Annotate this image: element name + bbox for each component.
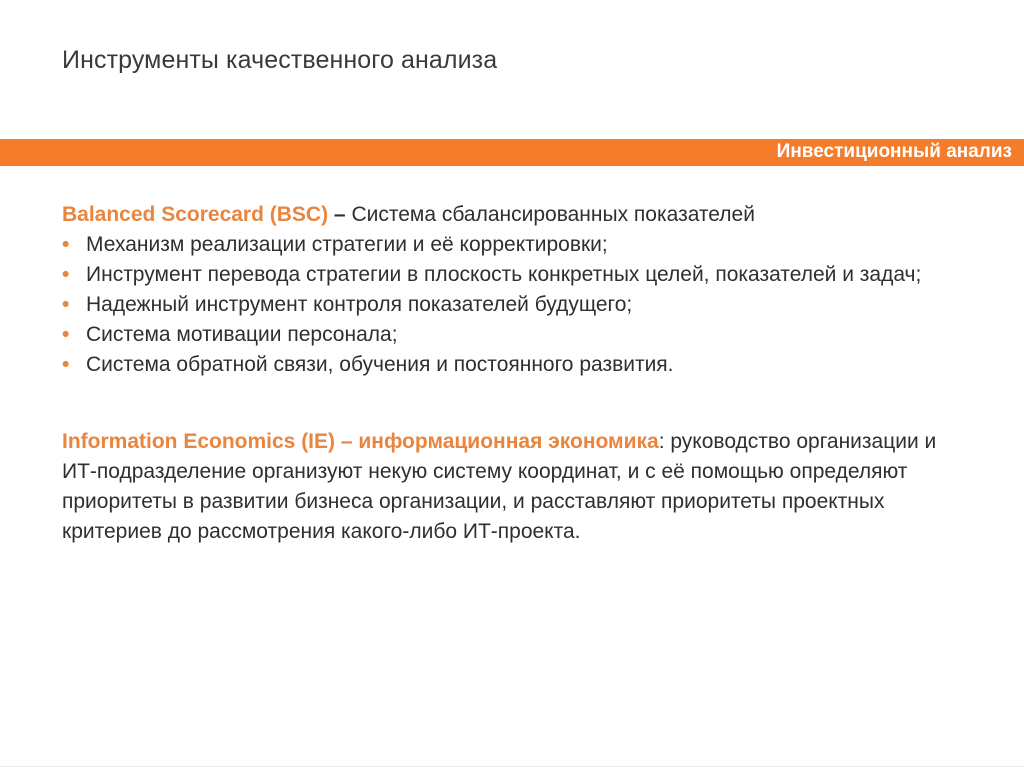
bullet-icon: • bbox=[62, 293, 70, 316]
page-title: Инструменты качественного анализа bbox=[62, 46, 498, 74]
bullet-icon: • bbox=[62, 263, 70, 286]
list-item bbox=[62, 260, 992, 290]
bsc-term: Balanced Scorecard (BSC) bbox=[62, 203, 329, 226]
ie-text: : руководство организации и ИТ-подразделение организуют некую систему координат, и с её помощью определяют приоритеты в развитии бизнеса организации, и расставляют приоритеты проектных критериев до рассмотрения какого-либо ИТ-проекта. bbox=[62, 430, 937, 543]
bsc-definition: Система сбалансированных показателей bbox=[351, 203, 755, 226]
list-item-text: Система мотивации персонала; bbox=[86, 323, 398, 346]
bullet-icon: • bbox=[62, 233, 70, 256]
bsc-heading bbox=[62, 200, 992, 230]
list-item-text: Инструмент перевода стратегии в плоскость конкретных целей, показателей и задач; bbox=[86, 263, 922, 286]
slide-content bbox=[62, 200, 992, 547]
bullet-icon: • bbox=[62, 323, 70, 346]
section-bar bbox=[0, 139, 1024, 166]
bsc-bullet-list bbox=[62, 230, 992, 380]
list-item bbox=[62, 230, 992, 260]
bullet-icon: • bbox=[62, 353, 70, 376]
bsc-dash: – bbox=[328, 203, 352, 226]
section-label: Инвестиционный анализ bbox=[776, 141, 1012, 162]
list-item-text: Механизм реализации стратегии и её корректировки; bbox=[86, 233, 608, 256]
list-item bbox=[62, 320, 992, 350]
ie-term: Information Economics (IE) – информационная экономика bbox=[62, 430, 659, 453]
list-item bbox=[62, 350, 992, 380]
list-item bbox=[62, 290, 992, 320]
list-item-text: Надежный инструмент контроля показателей будущего; bbox=[86, 293, 633, 316]
ie-paragraph bbox=[62, 427, 972, 547]
list-item-text: Система обратной связи, обучения и постоянного развития. bbox=[86, 353, 674, 376]
